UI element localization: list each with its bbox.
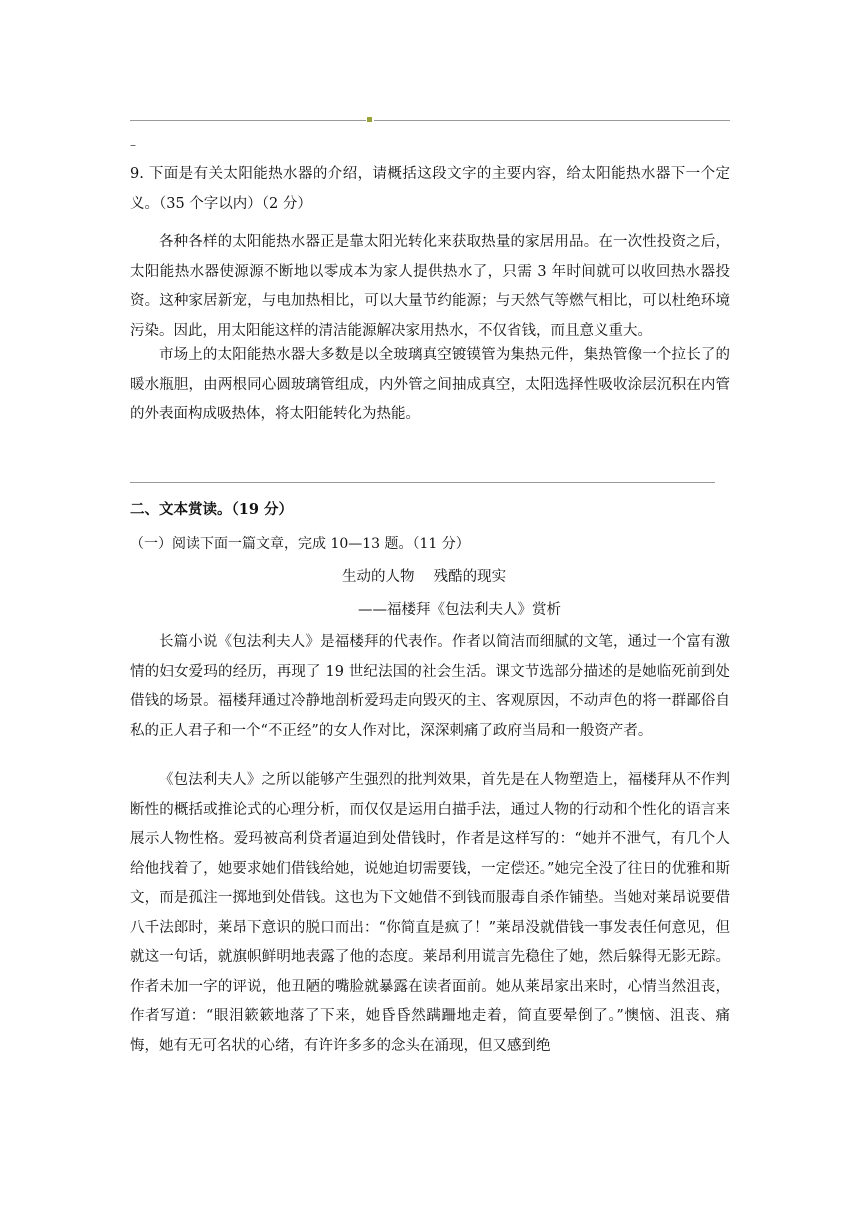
answer-line (130, 482, 715, 483)
header-dash: – (130, 138, 136, 152)
article-paragraph-2: 《包法利夫人》之所以能够产生强烈的批判效果，首先是在人物塑造上，福楼拜从不作判断性的概括或推论式的心理分析，而仅仅是运用白描手法，通过人物的行动和个性化的语言来展示人物性格。爱玛被高利贷者逼迫到处借钱时，作者是这样写的：“她并不泄气，有几个人给他找着了，她要求她们借钱给她，说她迫切需要钱，一定偿还。”她完全没了往日的优雅和斯文，而是孤注一掷地到处借钱。这也为下文她借不到钱而服毒自杀作铺垫。当她对莱昂说要借八千法郎时，莱昂下意识的脱口而出：“你简直是疯了！”莱昂没就借钱一事发表任何意见，但就这一句话，就旗帜鲜明地表露了他的态度。莱昂利用谎言先稳住了她，然后躲得无影无踪。作者未加一字的评说，他丑陋的嘴脸就暴露在读者面前。她从莱昂家出来时，心情当然沮丧，作者写道：“眼泪簌簌地落了下来，她昏昏然蹒跚地走着，简直要晕倒了。”懊恼、沮丧、痛悔，她有无可名状的心绪，有许许多多的念头在涌现，但又感到绝 (130, 772, 730, 1054)
header-rule-left (130, 120, 366, 121)
section-subtitle: （一）阅读下面一篇文章，完成 10—13 题。（11 分） (130, 536, 470, 552)
header-dot (367, 117, 372, 122)
header-rule-right (374, 120, 730, 121)
q9-paragraph-1: 各种各样的太阳能热水器正是靠太阳光转化来获取热量的家居用品。在一次性投资之后，太阳能热水器使源源不断地以零成本为家人提供热水了，只需 3 年时间就可以收回热水器投资。这种家居新宠，与电加热相比，可以大量节约能源；与天然气等燃气相比，可以杜绝环境污染。因此，用太阳能这样的清洁能源解决家用热水，不仅省钱，而且意义重大。 (130, 234, 730, 339)
article-paragraph-1: 长篇小说《包法利夫人》是福楼拜的代表作。作者以简洁而细腻的文笔，通过一个富有激情的妇女爱玛的经历，再现了 19 世纪法国的社会生活。课文节选部分描述的是她临死前到处借钱的场景。福楼拜通过冷静地剖析爱玛走向毁灭的主、客观原因，不动声色的将一群鄙俗自私的正人君子和一个“不正经”的女人作对比，深深刺痛了政府当局和一般资产者。 (130, 634, 730, 739)
section-title: 二、文本赏读。（19 分） (130, 501, 293, 518)
question-9: 9. 下面是有关太阳能热水器的介绍，请概括这段文字的主要内容，给太阳能热水器下一个定义。（35 个字以内）（2 分） (130, 166, 730, 212)
q9-paragraph-2: 市场上的太阳能热水器大多数是以全玻璃真空镀镆管为集热元件，集热管像一个拉长了的暖水瓶胆，由两根同心圆玻璃管组成，内外管之间抽成真空，太阳选择性吸收涂层沉积在内管的外表面构成吸热体，将太阳能转化为热能。 (130, 347, 730, 422)
article-subtitle: ——福楼拜《包法利夫人》赏析 (358, 602, 561, 618)
article-title: 生动的人物 残酷的现实 (342, 569, 507, 585)
